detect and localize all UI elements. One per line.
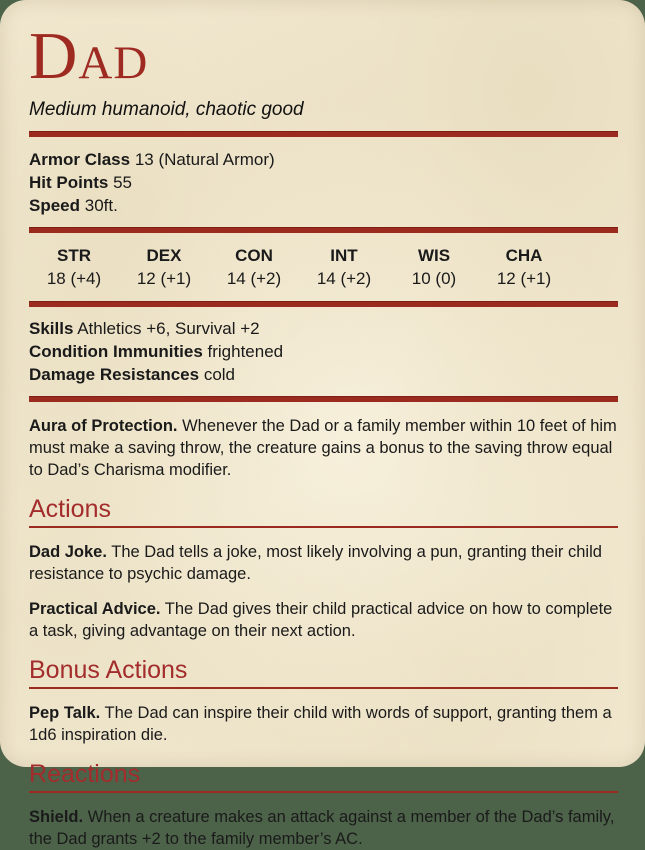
ability-column-dex	[119, 245, 209, 291]
ability-name: CON	[235, 246, 273, 265]
bonus-action-paragraph	[29, 702, 618, 746]
action-text: The Dad gives their child practical advice on how to complete a task, giving advantage on their next action.	[29, 600, 613, 640]
reaction-paragraph	[29, 806, 618, 850]
trait-name: Aura of Protection.	[29, 417, 178, 435]
action-name: Dad Joke.	[29, 543, 107, 561]
armor-class-row	[29, 148, 618, 171]
attribute-value: 55	[113, 173, 132, 192]
bonus-action-text: The Dad can inspire their child with words of support, granting them a 1d6 inspiration die.	[29, 704, 612, 744]
detail-attributes	[29, 317, 618, 386]
action-name: Practical Advice.	[29, 600, 161, 618]
attribute-value: cold	[203, 365, 236, 384]
action-paragraph	[29, 541, 618, 585]
damage-resistances-row	[29, 363, 618, 386]
section-heading-bonus-actions: Bonus Actions	[29, 656, 618, 689]
red-divider	[29, 301, 618, 307]
ability-column-wis	[389, 245, 479, 291]
red-divider	[29, 396, 618, 402]
reaction-text: When a creature makes an attack against a member of the Dad’s family, the Dad grants +2 to the family member’s AC.	[29, 808, 615, 848]
ability-score: 10 (0)	[411, 269, 457, 288]
ability-column-int	[299, 245, 389, 291]
action-text: The Dad tells a joke, most likely involving a pun, granting their child resistance to psychic damage.	[29, 543, 602, 583]
ability-score: 12 (+1)	[136, 269, 192, 288]
trait-paragraph	[29, 415, 618, 481]
ability-name: INT	[330, 246, 358, 265]
section-heading-actions: Actions	[29, 495, 618, 528]
reaction-name: Shield.	[29, 808, 84, 826]
ability-score: 14 (+2)	[226, 269, 282, 288]
ability-column-con	[209, 245, 299, 291]
attribute-value: frightened	[207, 342, 284, 361]
attribute-label: Damage Resistances	[29, 365, 200, 384]
action-paragraph	[29, 598, 618, 642]
ability-score: 18 (+4)	[46, 269, 102, 288]
attribute-label: Skills	[29, 319, 74, 338]
attribute-label: Condition Immunities	[29, 342, 203, 361]
ability-score: 12 (+1)	[496, 269, 552, 288]
core-attributes	[29, 148, 618, 217]
ability-name: STR	[57, 246, 91, 265]
skills-row	[29, 317, 618, 340]
trait-text: Whenever the Dad or a family member within 10 feet of him must make a saving throw, the creature gains a bonus to the saving throw equal to Dad’s Charisma modifier.	[29, 417, 617, 479]
creature-type: Medium humanoid, chaotic good	[29, 99, 304, 120]
section-heading-reactions: Reactions	[29, 760, 618, 793]
attribute-label: Armor Class	[29, 150, 131, 169]
condition-immunities-row	[29, 340, 618, 363]
red-divider	[29, 131, 618, 137]
attribute-label: Speed	[29, 196, 81, 215]
ability-name: DEX	[146, 246, 182, 265]
ability-score: 14 (+2)	[316, 269, 372, 288]
speed-row	[29, 194, 618, 217]
bonus-action-name: Pep Talk.	[29, 704, 101, 722]
creature-name: DAD	[29, 19, 149, 93]
hit-points-row	[29, 171, 618, 194]
attribute-value: 13 (Natural Armor)	[134, 150, 275, 169]
ability-column-cha	[479, 245, 569, 291]
attribute-value: Athletics +6, Survival +2	[77, 319, 260, 338]
ability-name: WIS	[417, 246, 451, 265]
attribute-label: Hit Points	[29, 173, 109, 192]
ability-column-str	[29, 245, 119, 291]
red-divider	[29, 227, 618, 233]
ability-name: CHA	[505, 246, 543, 265]
attribute-value: 30ft.	[84, 196, 118, 215]
ability-scores	[29, 245, 569, 291]
